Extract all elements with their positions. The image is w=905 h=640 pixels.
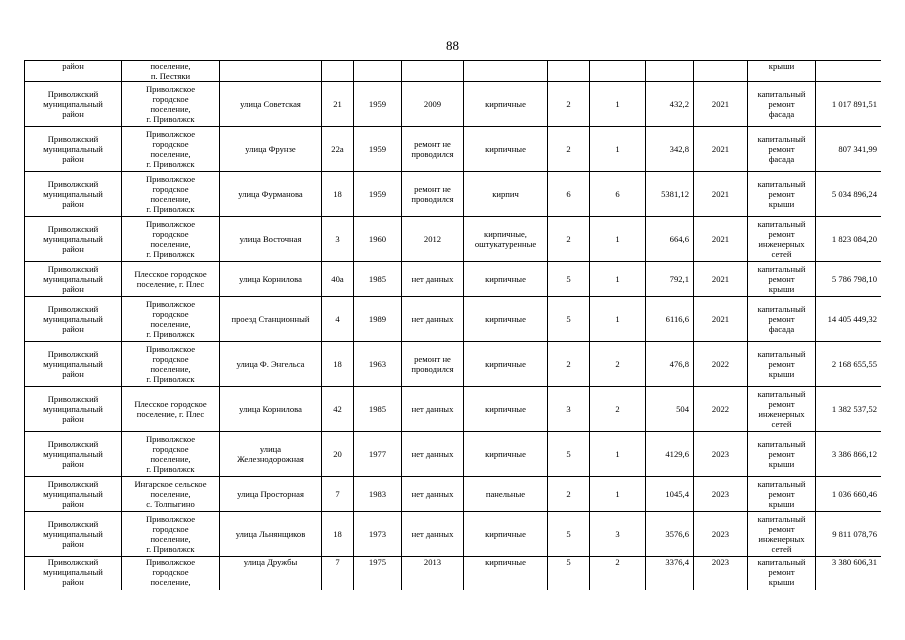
plan-year-cell: 2021	[694, 262, 748, 297]
work-type-cell: капитальный ремонт инженерных сетей	[748, 387, 816, 432]
last-repair-cell	[402, 61, 464, 82]
wall-material-cell: кирпичные, оштукатуренные	[464, 217, 548, 262]
plan-year-cell: 2021	[694, 82, 748, 127]
year-built-cell: 1959	[354, 127, 402, 172]
settlement-cell: Приволжское городское поселение, г. Приволжск	[122, 512, 220, 557]
wall-material-cell: кирпичные	[464, 82, 548, 127]
entrances-cell: 2	[590, 557, 646, 591]
cost-cell: 3 380 606,31	[816, 557, 882, 591]
floors-cell: 2	[548, 217, 590, 262]
cost-cell: 14 405 449,32	[816, 297, 882, 342]
cost-cell	[816, 61, 882, 82]
wall-material-cell	[464, 61, 548, 82]
area-cell: 1045,4	[646, 477, 694, 512]
area-cell: 342,8	[646, 127, 694, 172]
table-row	[25, 61, 882, 82]
last-repair-cell: ремонт не проводился	[402, 172, 464, 217]
area-cell: 432,2	[646, 82, 694, 127]
year-built-cell: 1959	[354, 172, 402, 217]
last-repair-cell: 2012	[402, 217, 464, 262]
entrances-cell: 3	[590, 512, 646, 557]
wall-material-cell: кирпичные	[464, 342, 548, 387]
street-cell: улица Советская	[220, 82, 322, 127]
settlement-cell: поселение, п. Пестяки	[122, 61, 220, 82]
table-row	[25, 127, 882, 172]
district-cell: Приволжский муниципальный район	[25, 342, 122, 387]
floors-cell: 5	[548, 262, 590, 297]
floors-cell: 2	[548, 342, 590, 387]
street-cell	[220, 61, 322, 82]
house-number-cell: 4	[322, 297, 354, 342]
floors-cell: 5	[548, 557, 590, 591]
last-repair-cell: нет данных	[402, 262, 464, 297]
street-cell: улица Дружбы	[220, 557, 322, 591]
district-cell: Приволжский муниципальный район	[25, 512, 122, 557]
house-number-cell: 22а	[322, 127, 354, 172]
house-number-cell: 18	[322, 512, 354, 557]
work-type-cell: капитальный ремонт крыши	[748, 477, 816, 512]
street-cell: улица Корнилова	[220, 387, 322, 432]
cost-cell: 1 382 537,52	[816, 387, 882, 432]
last-repair-cell: нет данных	[402, 432, 464, 477]
street-cell: улица Корнилова	[220, 262, 322, 297]
work-type-cell: капитальный ремонт фасада	[748, 127, 816, 172]
settlement-cell: Приволжское городское поселение, г. Приволжск	[122, 82, 220, 127]
district-cell: Приволжский муниципальный район	[25, 172, 122, 217]
plan-year-cell: 2023	[694, 432, 748, 477]
entrances-cell: 2	[590, 387, 646, 432]
plan-year-cell: 2023	[694, 557, 748, 591]
settlement-cell: Приволжское городское поселение,	[122, 557, 220, 591]
year-built-cell	[354, 61, 402, 82]
table-row	[25, 262, 882, 297]
work-type-cell: капитальный ремонт инженерных сетей	[748, 512, 816, 557]
cost-cell: 5 034 896,24	[816, 172, 882, 217]
wall-material-cell: кирпичные	[464, 432, 548, 477]
year-built-cell: 1985	[354, 387, 402, 432]
settlement-cell: Приволжское городское поселение, г. Приволжск	[122, 217, 220, 262]
area-cell: 3576,6	[646, 512, 694, 557]
settlement-cell: Плесское городское поселение, г. Плес	[122, 262, 220, 297]
cost-cell: 807 341,99	[816, 127, 882, 172]
house-number-cell: 7	[322, 557, 354, 591]
wall-material-cell: кирпичные	[464, 387, 548, 432]
cost-cell: 1 823 084,20	[816, 217, 882, 262]
area-cell: 476,8	[646, 342, 694, 387]
year-built-cell: 1985	[354, 262, 402, 297]
wall-material-cell: кирпичные	[464, 557, 548, 591]
last-repair-cell: 2009	[402, 82, 464, 127]
district-cell: Приволжский муниципальный район	[25, 262, 122, 297]
cost-cell: 5 786 798,10	[816, 262, 882, 297]
last-repair-cell: нет данных	[402, 297, 464, 342]
settlement-cell: Плесское городское поселение, г. Плес	[122, 387, 220, 432]
street-cell: проезд Станционный	[220, 297, 322, 342]
work-type-cell: капитальный ремонт крыши	[748, 342, 816, 387]
repair-program-table	[24, 60, 881, 590]
table-row	[25, 217, 882, 262]
plan-year-cell: 2021	[694, 217, 748, 262]
area-cell: 664,6	[646, 217, 694, 262]
last-repair-cell: ремонт не проводился	[402, 342, 464, 387]
street-cell: улица Восточная	[220, 217, 322, 262]
street-cell: улица Ф. Энгельса	[220, 342, 322, 387]
work-type-cell: капитальный ремонт крыши	[748, 262, 816, 297]
plan-year-cell: 2022	[694, 342, 748, 387]
area-cell: 5381,12	[646, 172, 694, 217]
plan-year-cell: 2022	[694, 387, 748, 432]
district-cell: район	[25, 61, 122, 82]
entrances-cell: 1	[590, 297, 646, 342]
area-cell: 3376,4	[646, 557, 694, 591]
house-number-cell: 18	[322, 342, 354, 387]
settlement-cell: Приволжское городское поселение, г. Приволжск	[122, 127, 220, 172]
house-number-cell: 18	[322, 172, 354, 217]
cost-cell: 1 017 891,51	[816, 82, 882, 127]
wall-material-cell: кирпичные	[464, 262, 548, 297]
last-repair-cell: 2013	[402, 557, 464, 591]
floors-cell: 5	[548, 297, 590, 342]
house-number-cell: 20	[322, 432, 354, 477]
cost-cell: 9 811 078,76	[816, 512, 882, 557]
area-cell	[646, 61, 694, 82]
table-row	[25, 387, 882, 432]
house-number-cell: 7	[322, 477, 354, 512]
work-type-cell: капитальный ремонт крыши	[748, 172, 816, 217]
district-cell: Приволжский муниципальный район	[25, 387, 122, 432]
plan-year-cell	[694, 61, 748, 82]
work-type-cell: капитальный ремонт фасада	[748, 82, 816, 127]
entrances-cell: 6	[590, 172, 646, 217]
cost-cell: 2 168 655,55	[816, 342, 882, 387]
table-row	[25, 557, 882, 591]
plan-year-cell: 2023	[694, 477, 748, 512]
table-row	[25, 82, 882, 127]
wall-material-cell: кирпичные	[464, 297, 548, 342]
year-built-cell: 1959	[354, 82, 402, 127]
district-cell: Приволжский муниципальный район	[25, 127, 122, 172]
street-cell: улица Железнодорожная	[220, 432, 322, 477]
year-built-cell: 1983	[354, 477, 402, 512]
district-cell: Приволжский муниципальный район	[25, 217, 122, 262]
work-type-cell: капитальный ремонт фасада	[748, 297, 816, 342]
settlement-cell: Приволжское городское поселение, г. Приволжск	[122, 432, 220, 477]
house-number-cell: 40а	[322, 262, 354, 297]
settlement-cell: Приволжское городское поселение, г. Приволжск	[122, 342, 220, 387]
year-built-cell: 1989	[354, 297, 402, 342]
street-cell: улица Фрунзе	[220, 127, 322, 172]
table-row	[25, 512, 882, 557]
table-row	[25, 432, 882, 477]
district-cell: Приволжский муниципальный район	[25, 82, 122, 127]
area-cell: 792,1	[646, 262, 694, 297]
area-cell: 4129,6	[646, 432, 694, 477]
house-number-cell: 42	[322, 387, 354, 432]
floors-cell: 6	[548, 172, 590, 217]
year-built-cell: 1977	[354, 432, 402, 477]
district-cell: Приволжский муниципальный район	[25, 557, 122, 591]
entrances-cell: 1	[590, 217, 646, 262]
district-cell: Приволжский муниципальный район	[25, 432, 122, 477]
cost-cell: 1 036 660,46	[816, 477, 882, 512]
last-repair-cell: ремонт не проводился	[402, 127, 464, 172]
area-cell: 6116,6	[646, 297, 694, 342]
table-row	[25, 297, 882, 342]
last-repair-cell: нет данных	[402, 477, 464, 512]
entrances-cell	[590, 61, 646, 82]
entrances-cell: 1	[590, 82, 646, 127]
table-row	[25, 172, 882, 217]
work-type-cell: крыши	[748, 61, 816, 82]
table-row	[25, 342, 882, 387]
entrances-cell: 1	[590, 432, 646, 477]
last-repair-cell: нет данных	[402, 512, 464, 557]
floors-cell	[548, 61, 590, 82]
plan-year-cell: 2021	[694, 297, 748, 342]
work-type-cell: капитальный ремонт крыши	[748, 432, 816, 477]
table-body	[25, 61, 882, 591]
work-type-cell: капитальный ремонт крыши	[748, 557, 816, 591]
settlement-cell: Ингарское сельское поселение, с. Толпыгино	[122, 477, 220, 512]
floors-cell: 2	[548, 477, 590, 512]
floors-cell: 3	[548, 387, 590, 432]
wall-material-cell: кирпичные	[464, 127, 548, 172]
wall-material-cell: кирпич	[464, 172, 548, 217]
last-repair-cell: нет данных	[402, 387, 464, 432]
plan-year-cell: 2021	[694, 127, 748, 172]
table-row	[25, 477, 882, 512]
house-number-cell: 21	[322, 82, 354, 127]
settlement-cell: Приволжское городское поселение, г. Приволжск	[122, 297, 220, 342]
wall-material-cell: панельные	[464, 477, 548, 512]
floors-cell: 2	[548, 127, 590, 172]
district-cell: Приволжский муниципальный район	[25, 477, 122, 512]
repair-program-table-container	[24, 60, 881, 590]
floors-cell: 5	[548, 432, 590, 477]
year-built-cell: 1975	[354, 557, 402, 591]
settlement-cell: Приволжское городское поселение, г. Приволжск	[122, 172, 220, 217]
plan-year-cell: 2023	[694, 512, 748, 557]
entrances-cell: 1	[590, 127, 646, 172]
house-number-cell: 3	[322, 217, 354, 262]
year-built-cell: 1973	[354, 512, 402, 557]
entrances-cell: 1	[590, 477, 646, 512]
area-cell: 504	[646, 387, 694, 432]
street-cell: улица Фурманова	[220, 172, 322, 217]
year-built-cell: 1960	[354, 217, 402, 262]
page-number: 88	[446, 38, 459, 53]
floors-cell: 5	[548, 512, 590, 557]
district-cell: Приволжский муниципальный район	[25, 297, 122, 342]
work-type-cell: капитальный ремонт инженерных сетей	[748, 217, 816, 262]
floors-cell: 2	[548, 82, 590, 127]
house-number-cell	[322, 61, 354, 82]
wall-material-cell: кирпичные	[464, 512, 548, 557]
entrances-cell: 1	[590, 262, 646, 297]
street-cell: улица Льнянщиков	[220, 512, 322, 557]
cost-cell: 3 386 866,12	[816, 432, 882, 477]
year-built-cell: 1963	[354, 342, 402, 387]
plan-year-cell: 2021	[694, 172, 748, 217]
entrances-cell: 2	[590, 342, 646, 387]
street-cell: улица Просторная	[220, 477, 322, 512]
